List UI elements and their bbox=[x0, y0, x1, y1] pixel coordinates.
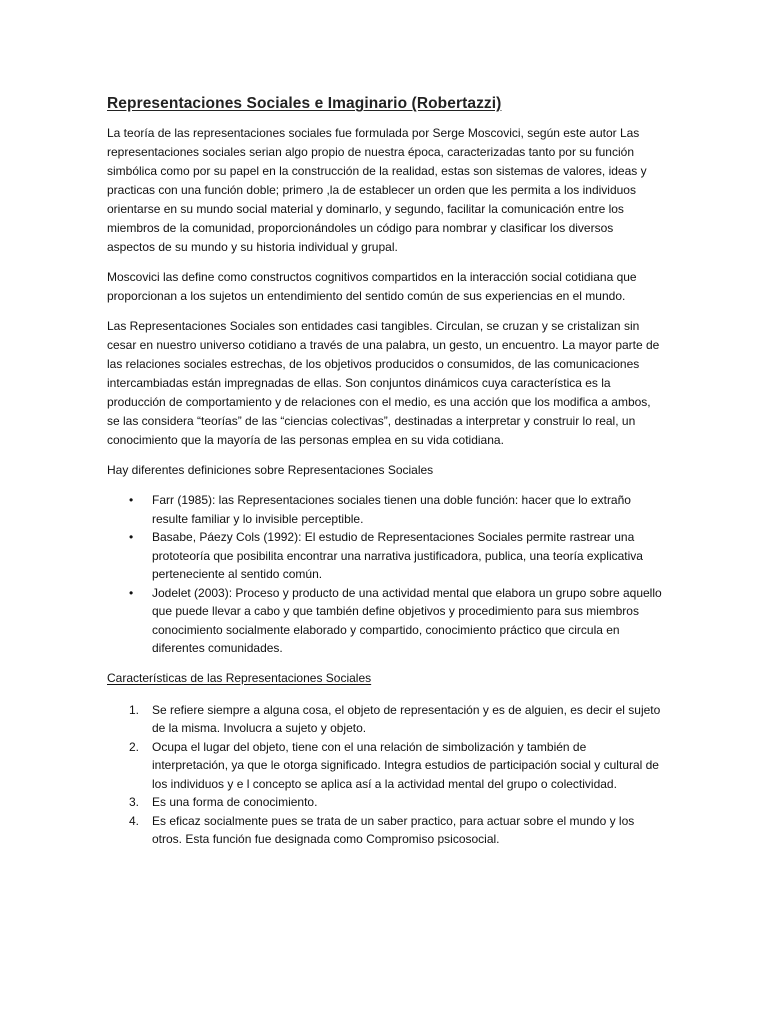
list-number: 1. bbox=[129, 702, 140, 717]
list-item bbox=[107, 491, 663, 528]
document-page bbox=[107, 94, 663, 849]
list-item-text: Ocupa el lugar del objeto, tiene con el una relación de simbolización y también de interpretación, ya que le otorga significado. Integra estudios de participación social y cultural de los individuos y e l concepto se aplica así a la actividad mental del grupo o colectividad. bbox=[152, 739, 659, 791]
section-subheading: Características de las Representaciones Sociales bbox=[107, 670, 372, 685]
document-title: Representaciones Sociales e Imaginario (Robertazzi) bbox=[107, 95, 502, 112]
list-number: 2. bbox=[129, 739, 140, 754]
definitions-list bbox=[107, 491, 663, 658]
paragraph-definiciones-intro: Hay diferentes definiciones sobre Representaciones Sociales bbox=[107, 463, 434, 477]
list-item-text: Jodelet (2003): Proceso y producto de una actividad mental que elabora un grupo sobre aquello que puede llevar a cabo y que también define objetivos y procedimiento para sus miembros conocimiento socialmente elaborado y compartido, conocimiento práctico que circula en diferentes comunidades. bbox=[152, 585, 662, 655]
list-item-text: Farr (1985): las Representaciones sociales tienen una doble función: hacer que lo extraño resulte familiar y lo invisible perceptible. bbox=[152, 493, 631, 526]
bullet-icon: • bbox=[129, 493, 134, 507]
list-item bbox=[107, 793, 663, 812]
bullet-icon: • bbox=[129, 530, 134, 544]
list-item-text: Es eficaz socialmente pues se trata de un saber practico, para actuar sobre el mundo y los otros. Esta función fue designada como Compromiso psicosocial. bbox=[152, 813, 635, 846]
paragraph-entidades: Las Representaciones Sociales son entidades casi tangibles. Circulan, se cruzan y se cristalizan sin cesar en nuestro universo cotidiano a través de una palabra, un gesto, un encuentro. La mayor parte de las relaciones sociales estrechas, de los objetivos producidos o consumidos, de las comunicaciones intercambiadas están impregnadas de ellas. Son conjuntos dinámicos cuya característica es la producción de comportamiento y de relaciones con el medio, es una acción que los modifica a ambos, se las considera “teorías” de las “ciencias colectivas”, destinadas a interpretar y construir lo real, un conocimiento que la mayoría de las personas emplea en su vida cotidiana. bbox=[107, 319, 660, 447]
list-item-text: Se refiere siempre a alguna cosa, el objeto de representación y es de alguien, es decir el sujeto de la misma. Involucra a sujeto y objeto. bbox=[152, 702, 661, 735]
list-item bbox=[107, 528, 663, 584]
list-item-text: Es una forma de conocimiento. bbox=[152, 795, 318, 809]
bullet-icon: • bbox=[129, 585, 134, 600]
list-item bbox=[107, 701, 663, 738]
paragraph-intro: La teoría de las representaciones sociales fue formulada por Serge Moscovici, según este autor Las representaciones sociales serian algo propio de nuestra época, caracterizadas tanto por su función simbólica como por su papel en la construcción de la realidad, estas son sistemas de valores, ideas y practicas con una función doble; primero ,la de establecer un orden que les permita a los individuos orientarse en su mundo social material y dominarlo, y segundo, facilitar la comunicación entre los miembros de la comunidad, proporcionándoles un código para nombrar y clasificar los diversos aspectos de su mundo y su historia individual y grupal. bbox=[107, 126, 647, 254]
paragraph-moscovici: Moscovici las define como constructos cognitivos compartidos en la interacción social cotidiana que proporcionan a los sujetos un entendimiento del sentido común de sus experiencias en el mundo. bbox=[107, 270, 637, 303]
list-item bbox=[107, 738, 663, 794]
list-item-text: Basabe, Páezy Cols (1992): El estudio de Representaciones Sociales permite rastrear una prototeoría que posibilita encontrar una narrativa justificadora, publica, una teoría explicativa perteneciente al sentido común. bbox=[152, 530, 643, 581]
list-number: 4. bbox=[129, 813, 140, 828]
list-number: 3. bbox=[129, 795, 140, 809]
list-item bbox=[107, 812, 663, 849]
list-item bbox=[107, 584, 663, 658]
characteristics-list bbox=[107, 701, 663, 849]
